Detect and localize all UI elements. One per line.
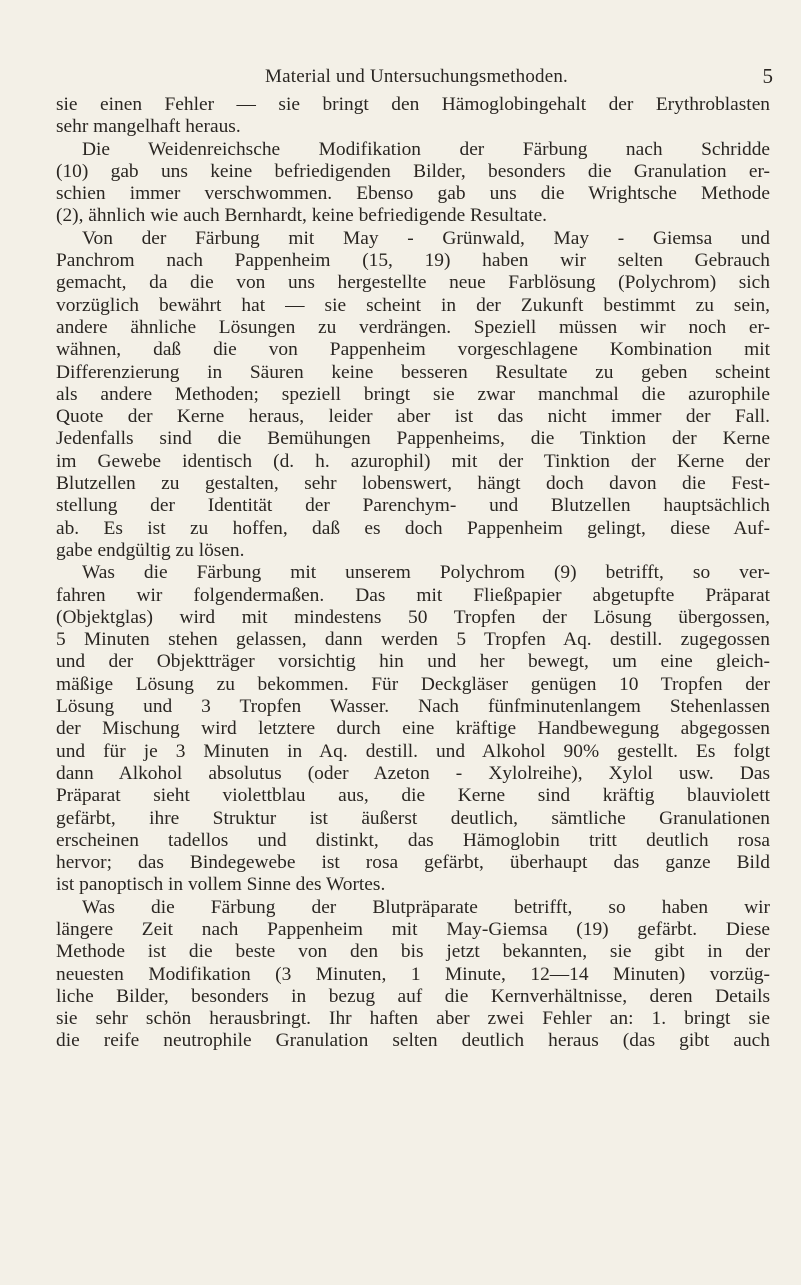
running-title: Material und Untersuchungsmethoden.: [264, 66, 568, 87]
text-line: sie einen Fehler — sie bringt den Hämoglobingehalt der Erythroblasten: [56, 94, 770, 115]
text-line: Von der Färbung mit May - Grünwald, May - Giemsa und: [82, 227, 770, 249]
text-line: stellung der Identität der Parenchym- und Blutzellen hauptsächlich: [56, 495, 770, 517]
body-text: [56, 94, 770, 1053]
text-line: Präparat sieht violettblau aus, die Kerne sind kräftig blauviolett: [56, 785, 770, 807]
text-line: Quote der Kerne heraus, leider aber ist das nicht immer der Fall.: [56, 406, 770, 428]
text-line: andere ähnliche Lösungen zu verdrängen. Speziell müssen wir noch er-: [56, 316, 770, 338]
text-line: Was die Färbung der Blutpräparate betrifft, so haben wir: [82, 896, 770, 918]
text-line: liche Bilder, besonders in bezug auf die Kernverhältnisse, deren Details: [56, 985, 770, 1007]
text-line: gemacht, da die von uns hergestellte neue Farblösung (Polychrom) sich: [56, 272, 770, 294]
page-header: [60, 64, 773, 92]
text-line: erscheinen tadellos und distinkt, das Hämoglobin tritt deutlich rosa: [56, 829, 770, 851]
text-line: Die Weidenreichsche Modifikation der Färbung nach Schridde: [82, 138, 770, 160]
text-line: (Objektglas) wird mit mindestens 50 Tropfen der Lösung übergossen,: [56, 606, 770, 628]
text-line: wähnen, daß die von Pappenheim vorgeschlagene Kombination mit: [56, 339, 770, 361]
text-line: Jedenfalls sind die Bemühungen Pappenheims, die Tinktion der Kerne: [56, 428, 770, 450]
text-line: der Mischung wird letztere durch eine kräftige Handbewegung abgegossen: [56, 718, 770, 740]
text-line: Blutzellen zu gestalten, sehr lobenswert, hängt doch davon die Fest-: [56, 473, 770, 495]
text-line: sie sehr schön herausbringt. Ihr haften aber zwei Fehler an: 1. bringt sie: [56, 1008, 770, 1030]
text-line: Panchrom nach Pappenheim (15, 19) haben wir selten Gebrauch: [56, 250, 770, 272]
text-line: ist panoptisch in vollem Sinne des Wortes.: [56, 874, 386, 896]
text-line: im Gewebe identisch (d. h. azurophil) mit der Tinktion der Kerne der: [56, 450, 770, 472]
text-line: 5 Minuten stehen gelassen, dann werden 5 Tropfen Aq. destill. zugegossen: [56, 629, 770, 651]
text-line: hervor; das Bindegewebe ist rosa gefärbt, überhaupt das ganze Bild: [56, 852, 770, 874]
text-line: Lösung und 3 Tropfen Wasser. Nach fünfminutenlangem Stehenlassen: [56, 696, 770, 718]
text-line: gefärbt, ihre Struktur ist äußerst deutlich, sämtliche Granulationen: [56, 807, 770, 829]
page-number: 5: [762, 64, 773, 88]
text-line: längere Zeit nach Pappenheim mit May-Giemsa (19) gefärbt. Diese: [56, 918, 770, 940]
text-line: Was die Färbung mit unserem Polychrom (9) betrifft, so ver-: [82, 562, 770, 584]
text-line: dann Alkohol absolutus (oder Azeton - Xylolreihe), Xylol usw. Das: [56, 762, 770, 784]
text-line: und der Objektträger vorsichtig hin und her bewegt, um eine gleich-: [56, 651, 770, 673]
text-line: (2), ähnlich wie auch Bernhardt, keine befriedigende Resultate.: [56, 205, 548, 227]
text-line: (10) gab uns keine befriedigenden Bilder, besonders die Granulation er-: [56, 160, 770, 182]
text-line: neuesten Modifikation (3 Minuten, 1 Minute, 12—14 Minuten) vorzüg-: [56, 963, 770, 985]
text-line: Methode ist die beste von den bis jetzt bekannten, sie gibt in der: [56, 941, 770, 963]
text-line: gabe endgültig zu lösen.: [56, 539, 245, 561]
text-line: fahren wir folgendermaßen. Das mit Fließpapier abgetupfte Präparat: [56, 584, 770, 606]
text-line: ab. Es ist zu hoffen, daß es doch Pappenheim gelingt, diese Auf-: [56, 517, 770, 539]
text-line: die reife neutrophile Granulation selten deutlich heraus (das gibt auch: [56, 1030, 770, 1052]
text-line: vorzüglich bewährt hat — sie scheint in der Zukunft bestimmt zu sein,: [56, 294, 770, 316]
text-line: schien immer verschwommen. Ebenso gab uns die Wrightsche Methode: [56, 183, 770, 205]
text-line: sehr mangelhaft heraus.: [56, 116, 241, 138]
text-line: Differenzierung in Säuren keine besseren Resultate zu geben scheint: [56, 361, 770, 383]
text-line: als andere Methoden; speziell bringt sie zwar manchmal die azurophile: [56, 383, 770, 405]
text-line: mäßige Lösung zu bekommen. Für Deckgläser genügen 10 Tropfen der: [56, 673, 770, 695]
text-line: und für je 3 Minuten in Aq. destill. und Alkohol 90% gestellt. Es folgt: [56, 740, 770, 762]
